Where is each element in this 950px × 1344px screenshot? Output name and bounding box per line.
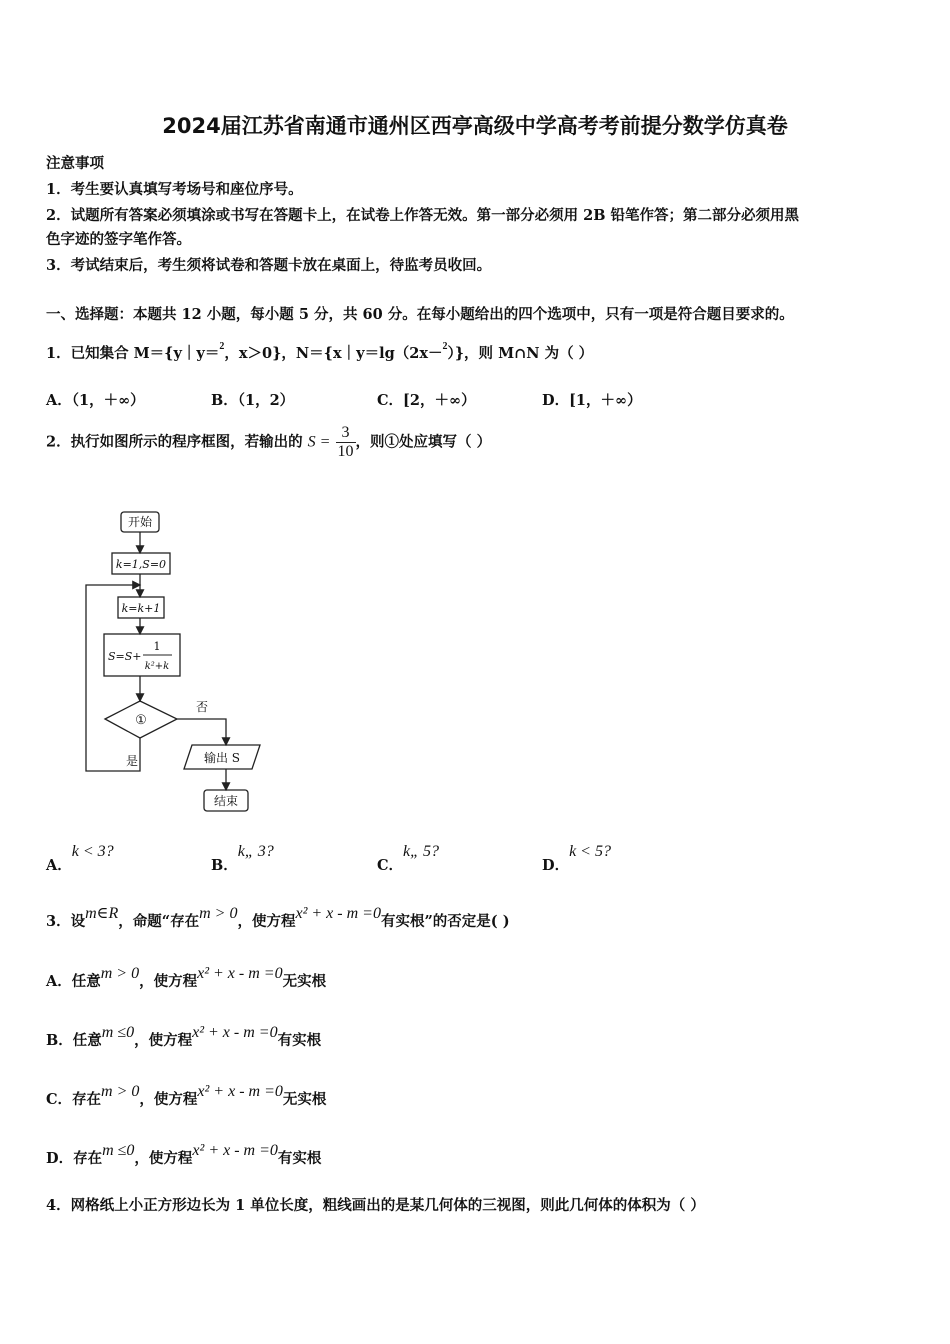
q2-text-2: ，则①处应填写（ ） [355, 433, 492, 451]
q3-option-d-cond: m ≤0 [102, 1142, 135, 1159]
flow-sum-den: k²+k [144, 661, 170, 672]
q3-option-d [46, 1142, 322, 1168]
q3-m-gt: m > 0 [199, 905, 238, 922]
q1-option-b: B．（1，2） [211, 392, 295, 409]
q2-option-a-label: A． [46, 857, 72, 874]
flow-yes-label: 是 [126, 754, 139, 768]
q3-option-a [46, 965, 327, 991]
q3-option-c [46, 1083, 327, 1109]
flow-no-label: 否 [196, 700, 209, 714]
q3-text-4: 有实根”的否定是( ) [380, 913, 510, 930]
q2-option-a-expr: k < 3? [71, 843, 114, 860]
q3-option-b-mid: ，使方程 [134, 1032, 193, 1049]
notice-heading: 注意事项 [46, 155, 104, 172]
q2-option-d [542, 843, 611, 874]
notice-item-3: 3．考试结束后，考生须将试卷和答题卡放在桌面上，待监考员收回。 [46, 257, 492, 274]
notice-item-2-cont: 色字迹的签字笔作答。 [46, 231, 191, 248]
q3-text-3: ，使方程 [237, 913, 296, 930]
flow-start-text: 开始 [127, 515, 153, 529]
q3-m-in-r: m∈R [85, 905, 119, 922]
q3-option-c-mid: ，使方程 [139, 1091, 198, 1108]
q3-equation: x² + x - m =0 [295, 905, 381, 922]
q1-text-1: 1．已知集合 M＝{y｜y＝ [46, 345, 220, 362]
q3-option-d-label: D．存在 [46, 1150, 103, 1167]
q3-option-c-eq: x² + x - m =0 [197, 1083, 283, 1100]
flow-init-text: k=1,S=0 [115, 558, 167, 571]
q2-text-1: 2．执行如图所示的程序框图，若输出的 [46, 433, 303, 451]
question-4: 4．网格纸上小正方形边长为 1 单位长度，粗线画出的是某几何体的三视图，则此几何体的体积为（ ） [46, 1197, 705, 1214]
q1-text-3: ）}，则 M∩N 为（ ） [447, 345, 594, 362]
flow-sum-prefix: S=S+ [108, 650, 142, 663]
q3-option-b [46, 1024, 322, 1050]
q1-option-a: A．（1，＋∞） [46, 392, 145, 409]
q2-fraction [336, 424, 356, 461]
notice-item-1: 1．考生要认真填写考场号和座位序号。 [46, 181, 303, 198]
flow-inc-text: k=k+1 [121, 602, 161, 615]
q2-frac-num: 3 [336, 424, 356, 443]
q2-option-b-expr: k„ 3? [237, 843, 274, 860]
q3-option-b-tail: 有实根 [277, 1032, 322, 1049]
flowchart [80, 505, 280, 820]
flow-cond-text: ① [135, 713, 147, 728]
q2-option-a [46, 843, 114, 874]
flow-output-text: 输出 S [203, 751, 241, 765]
q2-option-c [377, 843, 440, 874]
flow-end-text: 结束 [213, 794, 239, 808]
q3-option-c-cond: m > 0 [101, 1083, 140, 1100]
q3-option-a-label: A．任意 [46, 973, 101, 990]
question-3 [46, 905, 510, 931]
q3-option-a-eq: x² + x - m =0 [197, 965, 283, 982]
q3-option-d-eq: x² + x - m =0 [192, 1142, 278, 1159]
q3-option-b-label: B．任意 [46, 1032, 102, 1049]
q1-sup-1: 2 [219, 341, 225, 352]
q2-option-c-label: C． [377, 857, 404, 874]
q3-option-a-tail: 无实根 [282, 973, 327, 990]
q1-option-d: D．[1，＋∞） [542, 392, 642, 409]
notice-item-2: 2．试题所有答案必须填涂或书写在答题卡上，在试卷上作答无效。第一部分必须用 2B 铅笔作答；第二部分必须用黑 [46, 207, 800, 224]
section-heading: 一、选择题：本题共 12 小题，每小题 5 分，共 60 分。在每小题给出的四个选项中，只有一项是符合题目要求的。 [46, 306, 794, 323]
q1-sup-2: 2 [442, 341, 448, 352]
q2-option-c-expr: k„ 5? [403, 843, 440, 860]
page-title: 2024届江苏省南通市通州区西亭高级中学高考考前提分数学仿真卷 [162, 114, 788, 138]
q2-option-b-label: B． [211, 857, 238, 874]
question-1 [46, 342, 593, 363]
q3-option-c-tail: 无实根 [282, 1091, 327, 1108]
q3-text-1: 3．设 [46, 913, 86, 930]
q2-option-d-label: D． [542, 857, 570, 874]
q3-option-b-eq: x² + x - m =0 [192, 1024, 278, 1041]
q2-frac-den: 10 [337, 443, 354, 460]
q3-option-d-tail: 有实根 [277, 1150, 322, 1167]
q3-option-a-mid: ，使方程 [139, 973, 198, 990]
q2-s-var: S = [307, 433, 331, 451]
q1-text-2: ，x＞0}，N＝{x｜y＝lg（2x－ [224, 345, 443, 362]
q3-text-2: ，命题“存在 [118, 913, 200, 930]
q3-option-d-mid: ，使方程 [134, 1150, 193, 1167]
q2-option-d-expr: k < 5? [569, 843, 611, 860]
flow-sum-num: 1 [153, 640, 161, 653]
question-2 [46, 424, 491, 461]
q3-option-b-cond: m ≤0 [101, 1024, 135, 1041]
q1-option-c: C．[2，＋∞） [377, 392, 476, 409]
q3-option-c-label: C．存在 [46, 1091, 102, 1108]
q3-option-a-cond: m > 0 [100, 965, 140, 982]
q2-option-b [211, 843, 274, 874]
